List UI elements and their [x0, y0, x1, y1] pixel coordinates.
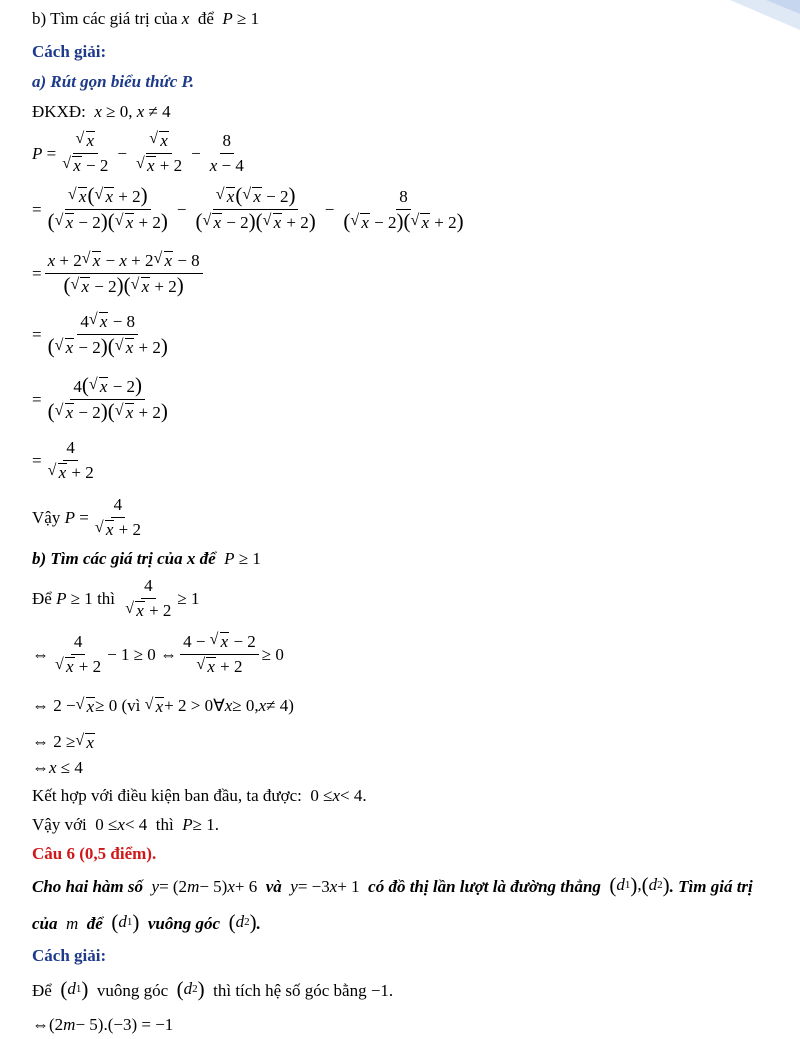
- solution-label: Cách giải:: [32, 42, 107, 61]
- solution-label-2: Cách giải:: [32, 946, 107, 965]
- eq-step-result: = 4 √ x + 2: [32, 438, 100, 483]
- combine-condition: Kết hợp với điều kiện ban đầu, ta được: 0 ≤ x < 4.: [32, 786, 367, 805]
- question-6-line-2: của m để ( d 1 ) vuông góc ( d 2 ) .: [32, 910, 261, 934]
- equiv-step-2: ⇔ 2 − √ x ≥ 0 (vì √ x + 2 > 0∀ x ≥ 0, x ≠ 4): [32, 695, 294, 717]
- condition-inequality: Để P ≥ 1 thì 4 √ x + 2 ≥ 1: [32, 576, 200, 621]
- question-6-line-1: Cho hai hàm số y = (2 m − 5) x + 6 và y = −3 x + 1 có đồ thị lần lượt là đường thẳng ( d 1 ) , ( d 2 ) . Tìm giá trị: [32, 873, 753, 897]
- eq-p-definition: P = √ x √ x − 2 − √ x √ x + 2 − $\frac{8}{x - 4}$: [32, 131, 250, 176]
- part-b-prompt: b) Tìm các giá trị của x để P ≥ 1: [32, 9, 260, 28]
- eq-step-expand: = $\frac{x + 2√ x - x + 2√ x - 8}{(√ x - 2)(√ x + 2)}$: [32, 251, 206, 297]
- domain-condition: ĐKXĐ: x ≥ 0, x ≠ 4: [32, 102, 171, 121]
- eq-step-factor: = $\frac{4(√ x - 2)}{(√ x - 2)(√ x + 2)}$: [32, 376, 174, 423]
- eq-step-common-denominator: = √ $\frac{x(√ x + 2)}{(√ x - 2)(√ x + 2)}$ − √ $\frac{x(√ x - 2)}{(√ x - 2)(√ x + 2)}$ − $\frac{8}{(√ x - 2)(√ x + 2)}$: [32, 186, 470, 233]
- slope-product-equation: ⇔(2 m − 5).(−3) = −1: [32, 1015, 174, 1034]
- equiv-step-3: ⇔ 2 ≥ √ x: [32, 731, 95, 753]
- eq-step-simplify: = $\frac{4√ x - 8}{(√ x - 2)(√ x + 2)}$: [32, 312, 174, 358]
- part-a-heading: a) Rút gọn biểu thức P.: [32, 72, 194, 91]
- equiv-step-4: ⇔ x ≤ 4: [32, 758, 83, 777]
- part-b-conclusion: Vậy với 0 ≤ x < 4 thì P ≥ 1.: [32, 815, 219, 834]
- question-6-title: Câu 6 (0,5 điểm).: [32, 844, 157, 863]
- equiv-step-1: ⇔ 4 √ x + 2 − 1 ≥ 0 ⇔ 4 − √ x − 2 √ x + 2 ≥ 0: [32, 632, 284, 677]
- part-b-heading: b) Tìm các giá trị của x để P ≥ 1: [32, 549, 261, 568]
- perpendicular-condition: Để ( d 1 ) vuông góc ( d 2 ) thì tích hệ số góc bằng −1.: [32, 977, 394, 1001]
- corner-decoration: [730, 0, 800, 30]
- conclusion-p: Vậy P = 4 √ x + 2: [32, 495, 147, 540]
